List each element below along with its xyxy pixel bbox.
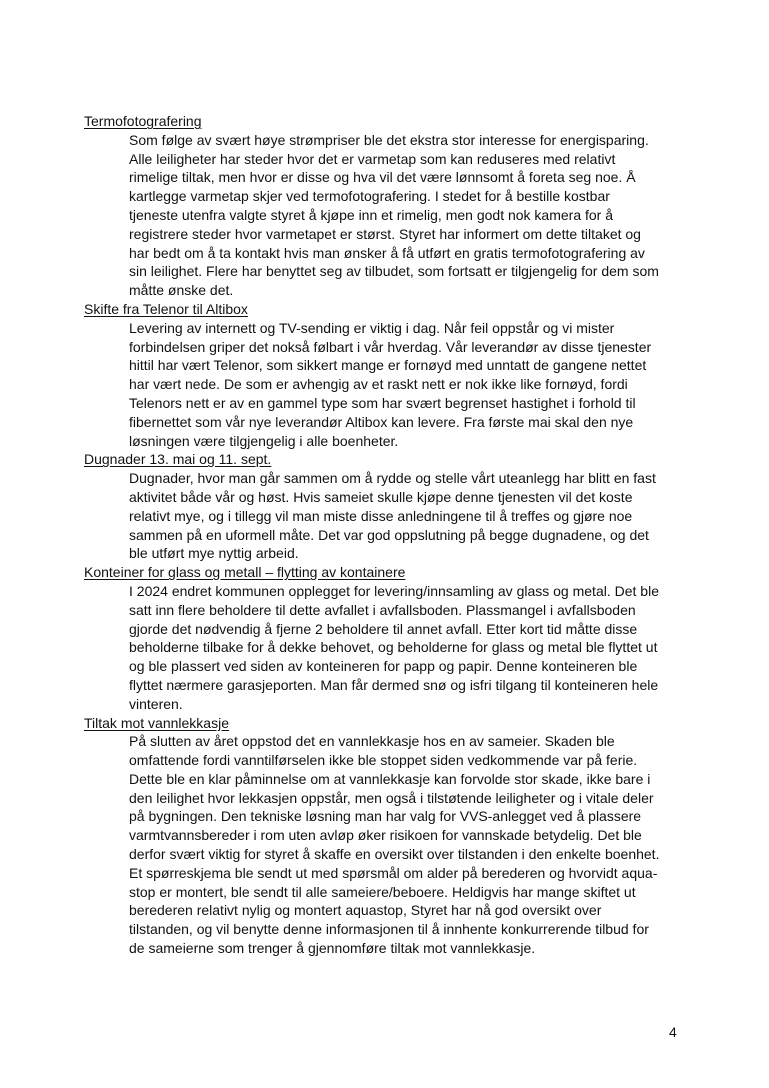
section-dugnader (84, 450, 684, 563)
text-line: Dugnader, hvor man går sammen om å rydde og stelle vårt uteanlegg har blitt en fast (129, 470, 656, 487)
text-line: registrere steder hvor varmetapet er størst. Styret har informert om dette tiltaket og (129, 225, 641, 242)
text-line: Et spørreskjema ble sendt ut med spørsmål om alder på berederen og hvorvidt aqua- (129, 864, 658, 881)
section-heading: Dugnader 13. mai og 11. sept. (84, 451, 272, 468)
section-heading: Termofotografering (84, 113, 202, 129)
text-line: gjorde det nødvendig å fjerne 2 beholdere til annet avfall. Etter kort tid måtte disse (129, 620, 638, 637)
text-line: de sameierne som trenger å gjennomføre tiltak mot vannlekkasje. (129, 940, 536, 957)
section-heading: Tiltak mot vannlekkasje (84, 714, 229, 731)
text-line: og ble plassert ved siden av konteineren for papp og papir. Denne konteineren ble (129, 658, 638, 675)
text-line: varmtvannsbereder i rom uten avløp øker risikoen for vannskade betydelig. Det ble (129, 827, 642, 844)
text-line: Alle leiligheter har steder hvor det er varmetap som kan reduseres med relativt (129, 150, 616, 167)
section-vannlekkasje (84, 714, 684, 958)
text-line: tilstanden, og vil benytte denne informasjonen til å innhente konkurrerende tilbud for (129, 921, 649, 938)
text-line: Dette ble en klar påminnelse om at vannlekkasje kan forvolde stor skade, ikke bare i (129, 770, 651, 787)
section-heading: Skifte fra Telenor til Altibox (84, 300, 248, 317)
text-line: satt inn flere beholdere til dette avfallet i avfallsboden. Plassmangel i avfallsboden (129, 601, 636, 618)
text-line: derfor svært viktig for styret å skaffe en oversikt over tilstanden i den enkelte boenhet. (129, 846, 660, 863)
text-line: stop er montert, ble sendt til alle sameiere/beboere. Heldigvis har mange skiftet ut (129, 883, 636, 900)
text-line: løsningen være tilgjengelig i alle boenheter. (129, 432, 399, 449)
text-line: Levering av internett og TV-sending er viktig i dag. Når feil oppstår og vi mister (129, 319, 615, 336)
text-line: måtte ønske det. (129, 282, 234, 299)
section-body (129, 469, 684, 563)
text-line: har vært nede. De som er avhengig av et raskt nett er nok ikke like fornøyd, fordi (129, 376, 628, 393)
text-line: sin leilighet. Flere har benyttet seg av tilbudet, som fortsatt er tilgjengelig for dem som (129, 263, 659, 280)
text-line: forbindelsen griper det nokså følbart i vår hverdag. Vår leverandør av disse tjenester (129, 338, 652, 355)
text-line: den leilighet hvor lekkasjen oppstår, men også i tilstøtende leiligheter og i vitale deler (129, 789, 654, 806)
section-termofotografering (84, 112, 684, 300)
text-line: I 2024 endret kommunen opplegget for levering/innsamling av glass og metal. Det ble (129, 582, 659, 599)
section-body (129, 131, 684, 300)
section-konteiner (84, 563, 684, 713)
text-line: ble utført mye nyttig arbeid. (129, 545, 299, 562)
section-body (129, 732, 684, 958)
section-telenor-altibox (84, 300, 684, 450)
text-line: har bedt om å ta kontakt hvis man ønsker å få utført en gratis termofotografering av (129, 244, 645, 261)
text-line: berederen relativt nylig og montert aquastop, Styret har nå god oversikt over (129, 902, 602, 919)
text-line: rimelige tiltak, men hvor er disse og hva vil det være lønnsomt å foreta seg noe. Å (129, 169, 636, 186)
text-line: omfattende fordi vanntilførselen ikke ble stoppet siden vedkommende var på ferie. (129, 752, 638, 769)
text-line: fibernettet som vår nye leverandør Altibox kan levere. Fra første mai skal den nye (129, 413, 634, 430)
section-body (129, 582, 684, 714)
text-line: hittil har vært Telenor, som sikkert mange er fornøyd med unntatt de gangene nettet (129, 357, 647, 374)
text-line: vinteren. (129, 695, 183, 712)
text-line: aktivitet både vår og høst. Hvis sameiet skulle kjøpe denne tjenesten vil det koste (129, 488, 633, 505)
text-line: på bygningen. Den tekniske løsning man har valg for VVS-anlegget ved å plassere (129, 808, 642, 825)
text-line: På slutten av året oppstod det en vannlekkasje hos en av sameier. Skaden ble (129, 733, 615, 750)
page-number: 4 (669, 1024, 677, 1040)
document-body (84, 112, 684, 958)
text-line: Som følge av svært høye strømpriser ble det ekstra stor interesse for energisparing. (129, 131, 649, 148)
text-line: relativt mye, og i tillegg vil man miste disse anledningene til å treffes og gjøre noe (129, 507, 633, 524)
text-line: sammen på en uformell måte. Det var god oppslutning på begge dugnadene, og det (129, 526, 649, 543)
text-line: Telenors nett er av en gammel type som har svært begrenset hastighet i forhold til (129, 394, 636, 411)
text-line: tjeneste utenfra valgte styret å kjøpe inn et rimelig, men godt nok kamera for å (129, 206, 614, 223)
section-heading: Konteiner for glass og metall – flytting av kontainere (84, 564, 406, 581)
text-line: beholderne tilbake for å dekke behovet, og beholderne for glass og metal ble flyttet ut (129, 639, 658, 656)
section-body (129, 319, 684, 451)
text-line: kartlegge varmetap skjer ved termofotografering. I stedet for å bestille kostbar (129, 188, 610, 205)
text-line: flyttet nærmere garasjeporten. Man får dermed snø og isfri tilgang til konteineren hele (129, 676, 659, 693)
